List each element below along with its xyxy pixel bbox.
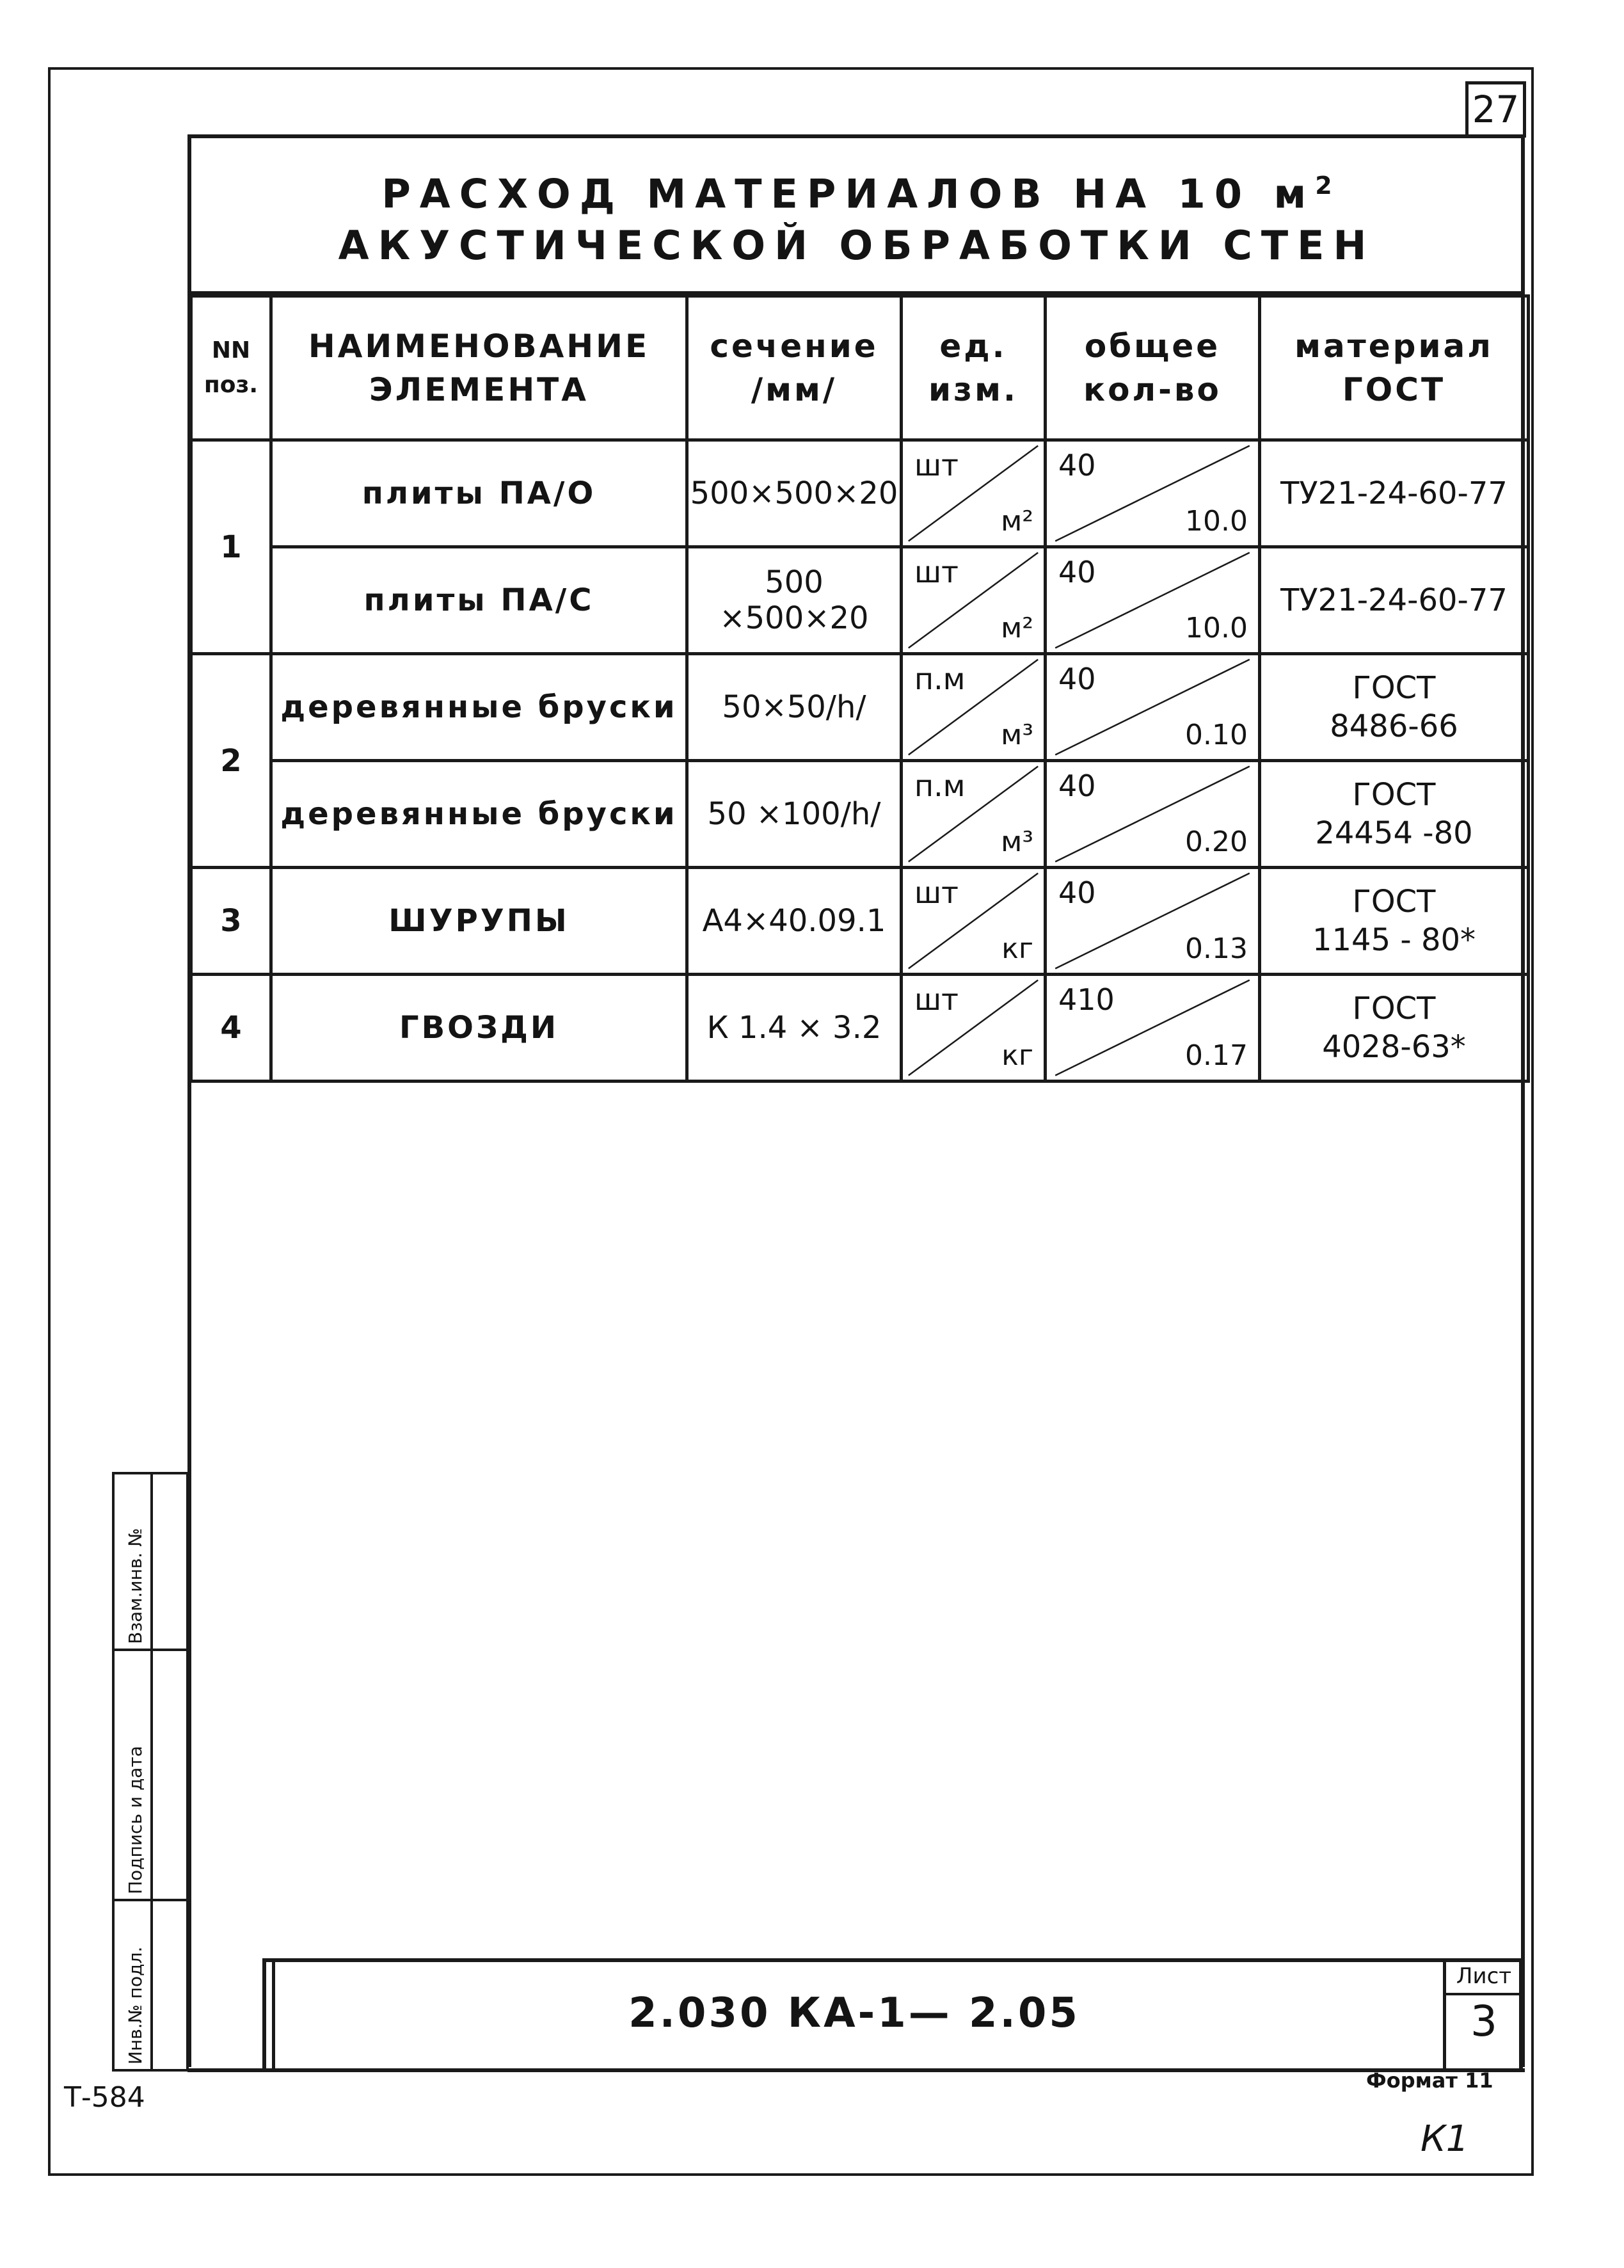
row-position: 2 bbox=[191, 654, 271, 868]
row-section: 50×50/h/ bbox=[687, 654, 902, 761]
quantity-bottom: 10.0 bbox=[1185, 612, 1248, 644]
row-position: 4 bbox=[191, 975, 271, 1082]
row-unit bbox=[902, 868, 1046, 975]
side-stamp-divider bbox=[150, 1472, 153, 2072]
header-position bbox=[191, 296, 271, 440]
header-quantity-line1: общее bbox=[1084, 328, 1221, 365]
header-position-line1: NN bbox=[211, 337, 251, 363]
handwritten-mark: К1 bbox=[1421, 2118, 1469, 2160]
document-code: 2.030 КА-1— 2.05 bbox=[628, 1990, 1080, 2037]
header-section-line1: сечение bbox=[710, 328, 879, 365]
row-material bbox=[1260, 761, 1529, 868]
unit-top: шт bbox=[914, 982, 959, 1017]
quantity-top: 40 bbox=[1058, 448, 1096, 483]
unit-top: п.м bbox=[914, 662, 966, 696]
sheet-number: 27 bbox=[1465, 81, 1526, 138]
row-material bbox=[1260, 547, 1529, 654]
material-line2: 24454 -80 bbox=[1315, 815, 1473, 851]
sheet-label: Лист bbox=[1446, 1963, 1522, 1995]
row-position: 1 bbox=[191, 440, 271, 654]
quantity-bottom: 0.13 bbox=[1185, 932, 1248, 965]
unit-bottom: м³ bbox=[1001, 826, 1033, 858]
document-id: Т-584 bbox=[64, 2081, 145, 2114]
quantity-bottom: 0.17 bbox=[1185, 1039, 1248, 1072]
quantity-top: 410 bbox=[1058, 982, 1115, 1017]
material-line1: ГОСТ bbox=[1352, 777, 1436, 813]
row-section: 50 ×100/h/ bbox=[687, 761, 902, 868]
row-quantity bbox=[1046, 975, 1260, 1082]
material-line1: ТУ21-24-60-77 bbox=[1280, 582, 1508, 618]
header-unit-line1: ед. bbox=[939, 328, 1007, 365]
row-section: А4×40.09.1 bbox=[687, 868, 902, 975]
header-section-line2: /мм/ bbox=[751, 371, 838, 408]
row-unit bbox=[902, 761, 1046, 868]
row-position: 3 bbox=[191, 868, 271, 975]
row-quantity bbox=[1046, 654, 1260, 761]
unit-bottom: м² bbox=[1001, 612, 1033, 644]
unit-top: шт bbox=[914, 448, 959, 483]
row-section: 500×500×20 bbox=[687, 440, 902, 547]
header-quantity-line2: кол-во bbox=[1083, 371, 1222, 408]
row-quantity bbox=[1046, 547, 1260, 654]
row-quantity bbox=[1046, 440, 1260, 547]
row-name: ШУРУПЫ bbox=[271, 868, 687, 975]
quantity-top: 40 bbox=[1058, 875, 1096, 910]
quantity-top: 40 bbox=[1058, 555, 1096, 589]
table-row bbox=[191, 975, 1529, 1082]
material-line1: ГОСТ bbox=[1352, 991, 1436, 1026]
table-row bbox=[191, 440, 1529, 547]
material-line2: 1145 - 80* bbox=[1312, 922, 1476, 958]
quantity-top: 40 bbox=[1058, 662, 1096, 696]
row-section: К 1.4 × 3.2 bbox=[687, 975, 902, 1082]
row-name: деревянные бруски bbox=[271, 654, 687, 761]
header-unit-line2: изм. bbox=[928, 371, 1018, 408]
unit-bottom: м³ bbox=[1001, 719, 1033, 751]
row-name: деревянные бруски bbox=[271, 761, 687, 868]
header-material-line1: материал bbox=[1294, 328, 1493, 365]
unit-top: шт bbox=[914, 555, 959, 589]
title-superscript: 2 bbox=[1315, 172, 1332, 200]
table-row bbox=[191, 868, 1529, 975]
header-position-line2: поз. bbox=[203, 372, 259, 398]
row-name: плиты ПА/С bbox=[271, 547, 687, 654]
side-label-replacement: Взам.инв. № bbox=[125, 1528, 146, 1644]
header-name bbox=[271, 296, 687, 440]
unit-top: п.м bbox=[914, 769, 966, 803]
quantity-bottom: 0.20 bbox=[1185, 826, 1248, 858]
quantity-bottom: 0.10 bbox=[1185, 719, 1248, 751]
row-unit bbox=[902, 654, 1046, 761]
table-row bbox=[191, 761, 1529, 868]
document-title bbox=[191, 160, 1522, 271]
row-material bbox=[1260, 654, 1529, 761]
sheet-value: 3 bbox=[1470, 1997, 1497, 2046]
material-line1: ГОСТ bbox=[1352, 670, 1436, 706]
unit-bottom: м² bbox=[1001, 505, 1033, 538]
quantity-top: 40 bbox=[1058, 769, 1096, 803]
table-row bbox=[191, 547, 1529, 654]
material-line1: ТУ21-24-60-77 bbox=[1280, 475, 1508, 511]
header-material-line2: ГОСТ bbox=[1342, 371, 1446, 408]
frame-bottom-line bbox=[187, 2068, 1525, 2072]
format-label: Формат 11 bbox=[1366, 2068, 1493, 2093]
row-section: 500 ×500×20 bbox=[687, 547, 902, 654]
table-header-row bbox=[191, 296, 1529, 440]
header-quantity bbox=[1046, 296, 1260, 440]
material-line2: 8486-66 bbox=[1330, 708, 1458, 744]
materials-table bbox=[189, 294, 1530, 1083]
unit-top: шт bbox=[914, 875, 959, 910]
row-quantity bbox=[1046, 761, 1260, 868]
header-name-line1: НАИМЕНОВАНИЕ bbox=[308, 328, 650, 365]
title-line-1 bbox=[191, 160, 1522, 220]
row-material bbox=[1260, 440, 1529, 547]
row-unit bbox=[902, 440, 1046, 547]
title-line-2: АКУСТИЧЕСКОЙ ОБРАБОТКИ СТЕН bbox=[338, 221, 1376, 269]
title-line-1-text: РАСХОД МАТЕРИАЛОВ НА 10 м bbox=[381, 170, 1316, 218]
side-label-original: Инв.№ подл. bbox=[125, 1946, 146, 2064]
row-material bbox=[1260, 868, 1529, 975]
table-row bbox=[191, 654, 1529, 761]
header-name-line2: ЭЛЕМЕНТА bbox=[369, 371, 589, 408]
row-unit bbox=[902, 547, 1046, 654]
header-material bbox=[1260, 296, 1529, 440]
quantity-bottom: 10.0 bbox=[1185, 505, 1248, 538]
header-section bbox=[687, 296, 902, 440]
row-quantity bbox=[1046, 868, 1260, 975]
unit-bottom: кг bbox=[1001, 932, 1033, 965]
material-line2: 4028-63* bbox=[1322, 1029, 1466, 1065]
row-material bbox=[1260, 975, 1529, 1082]
row-unit bbox=[902, 975, 1046, 1082]
row-name: ГВОЗДИ bbox=[271, 975, 687, 1082]
side-label-signature: Подпись и дата bbox=[125, 1746, 146, 1894]
unit-bottom: кг bbox=[1001, 1039, 1033, 1072]
header-unit bbox=[902, 296, 1046, 440]
material-line1: ГОСТ bbox=[1352, 884, 1436, 920]
row-name: плиты ПА/О bbox=[271, 440, 687, 547]
